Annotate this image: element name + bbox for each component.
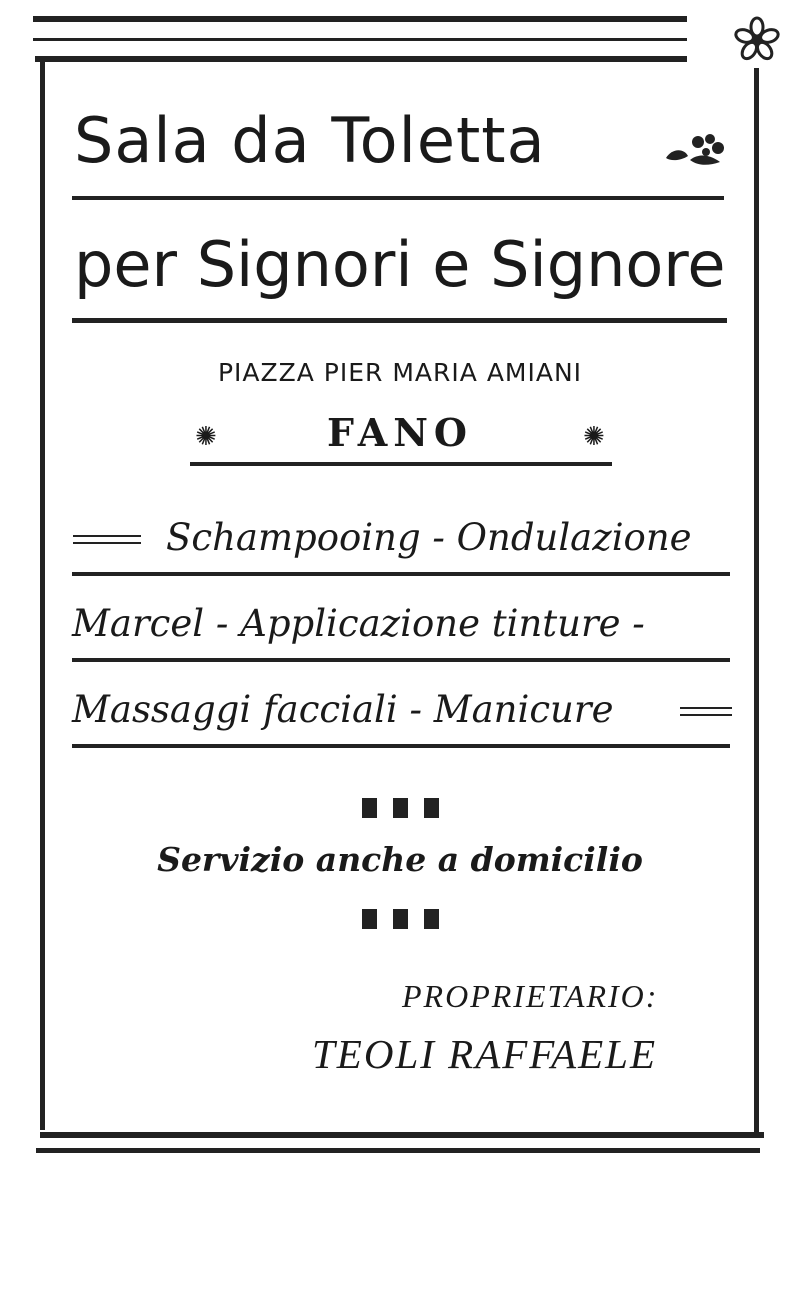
title-underline-1 — [72, 196, 724, 200]
asterisk-icon: ✺ — [195, 422, 217, 452]
asterisk-icon: ✺ — [583, 422, 605, 452]
address: PIAZZA PIER MARIA AMIANI — [217, 358, 583, 387]
top-rule-2 — [33, 38, 687, 41]
service-line-2: Marcel - Applicazione tinture - — [72, 602, 645, 645]
city-name: FANO — [326, 410, 474, 455]
square-bullet-icon — [424, 909, 439, 929]
title-line-2: per Signori e Signore — [74, 228, 726, 301]
city-underline — [190, 462, 612, 466]
service-line-1: Schampooing - Ondulazione — [166, 516, 692, 559]
square-bullet-icon — [362, 909, 377, 929]
service-divider-1 — [72, 572, 730, 576]
frame-left-border — [40, 62, 45, 1130]
owner-name: TEOLI RAFFAELE — [312, 1031, 657, 1077]
bottom-rule-2 — [36, 1148, 760, 1153]
leaf-ornament-icon — [662, 130, 728, 170]
home-service-text: Servizio anche a domicilio — [157, 840, 643, 879]
square-separator-top — [0, 798, 800, 823]
frame-right-border — [754, 68, 759, 1132]
title-underline-2 — [72, 318, 727, 323]
square-bullet-icon — [393, 798, 408, 818]
bottom-rule-1 — [40, 1132, 764, 1138]
square-separator-bottom — [0, 909, 800, 934]
top-rule-1 — [33, 16, 687, 22]
square-bullet-icon — [393, 909, 408, 929]
square-bullet-icon — [362, 798, 377, 818]
decorative-double-line — [680, 707, 732, 716]
title-line-1: Sala da Toletta — [74, 104, 546, 177]
owner-label: PROPRIETARIO: — [402, 978, 659, 1014]
top-rule-3 — [35, 56, 687, 62]
service-divider-3 — [72, 744, 730, 748]
decorative-double-line — [73, 535, 141, 544]
service-divider-2 — [72, 658, 730, 662]
flower-icon — [733, 16, 781, 64]
square-bullet-icon — [424, 798, 439, 818]
service-line-3: Massaggi facciali - Manicure — [72, 688, 614, 731]
